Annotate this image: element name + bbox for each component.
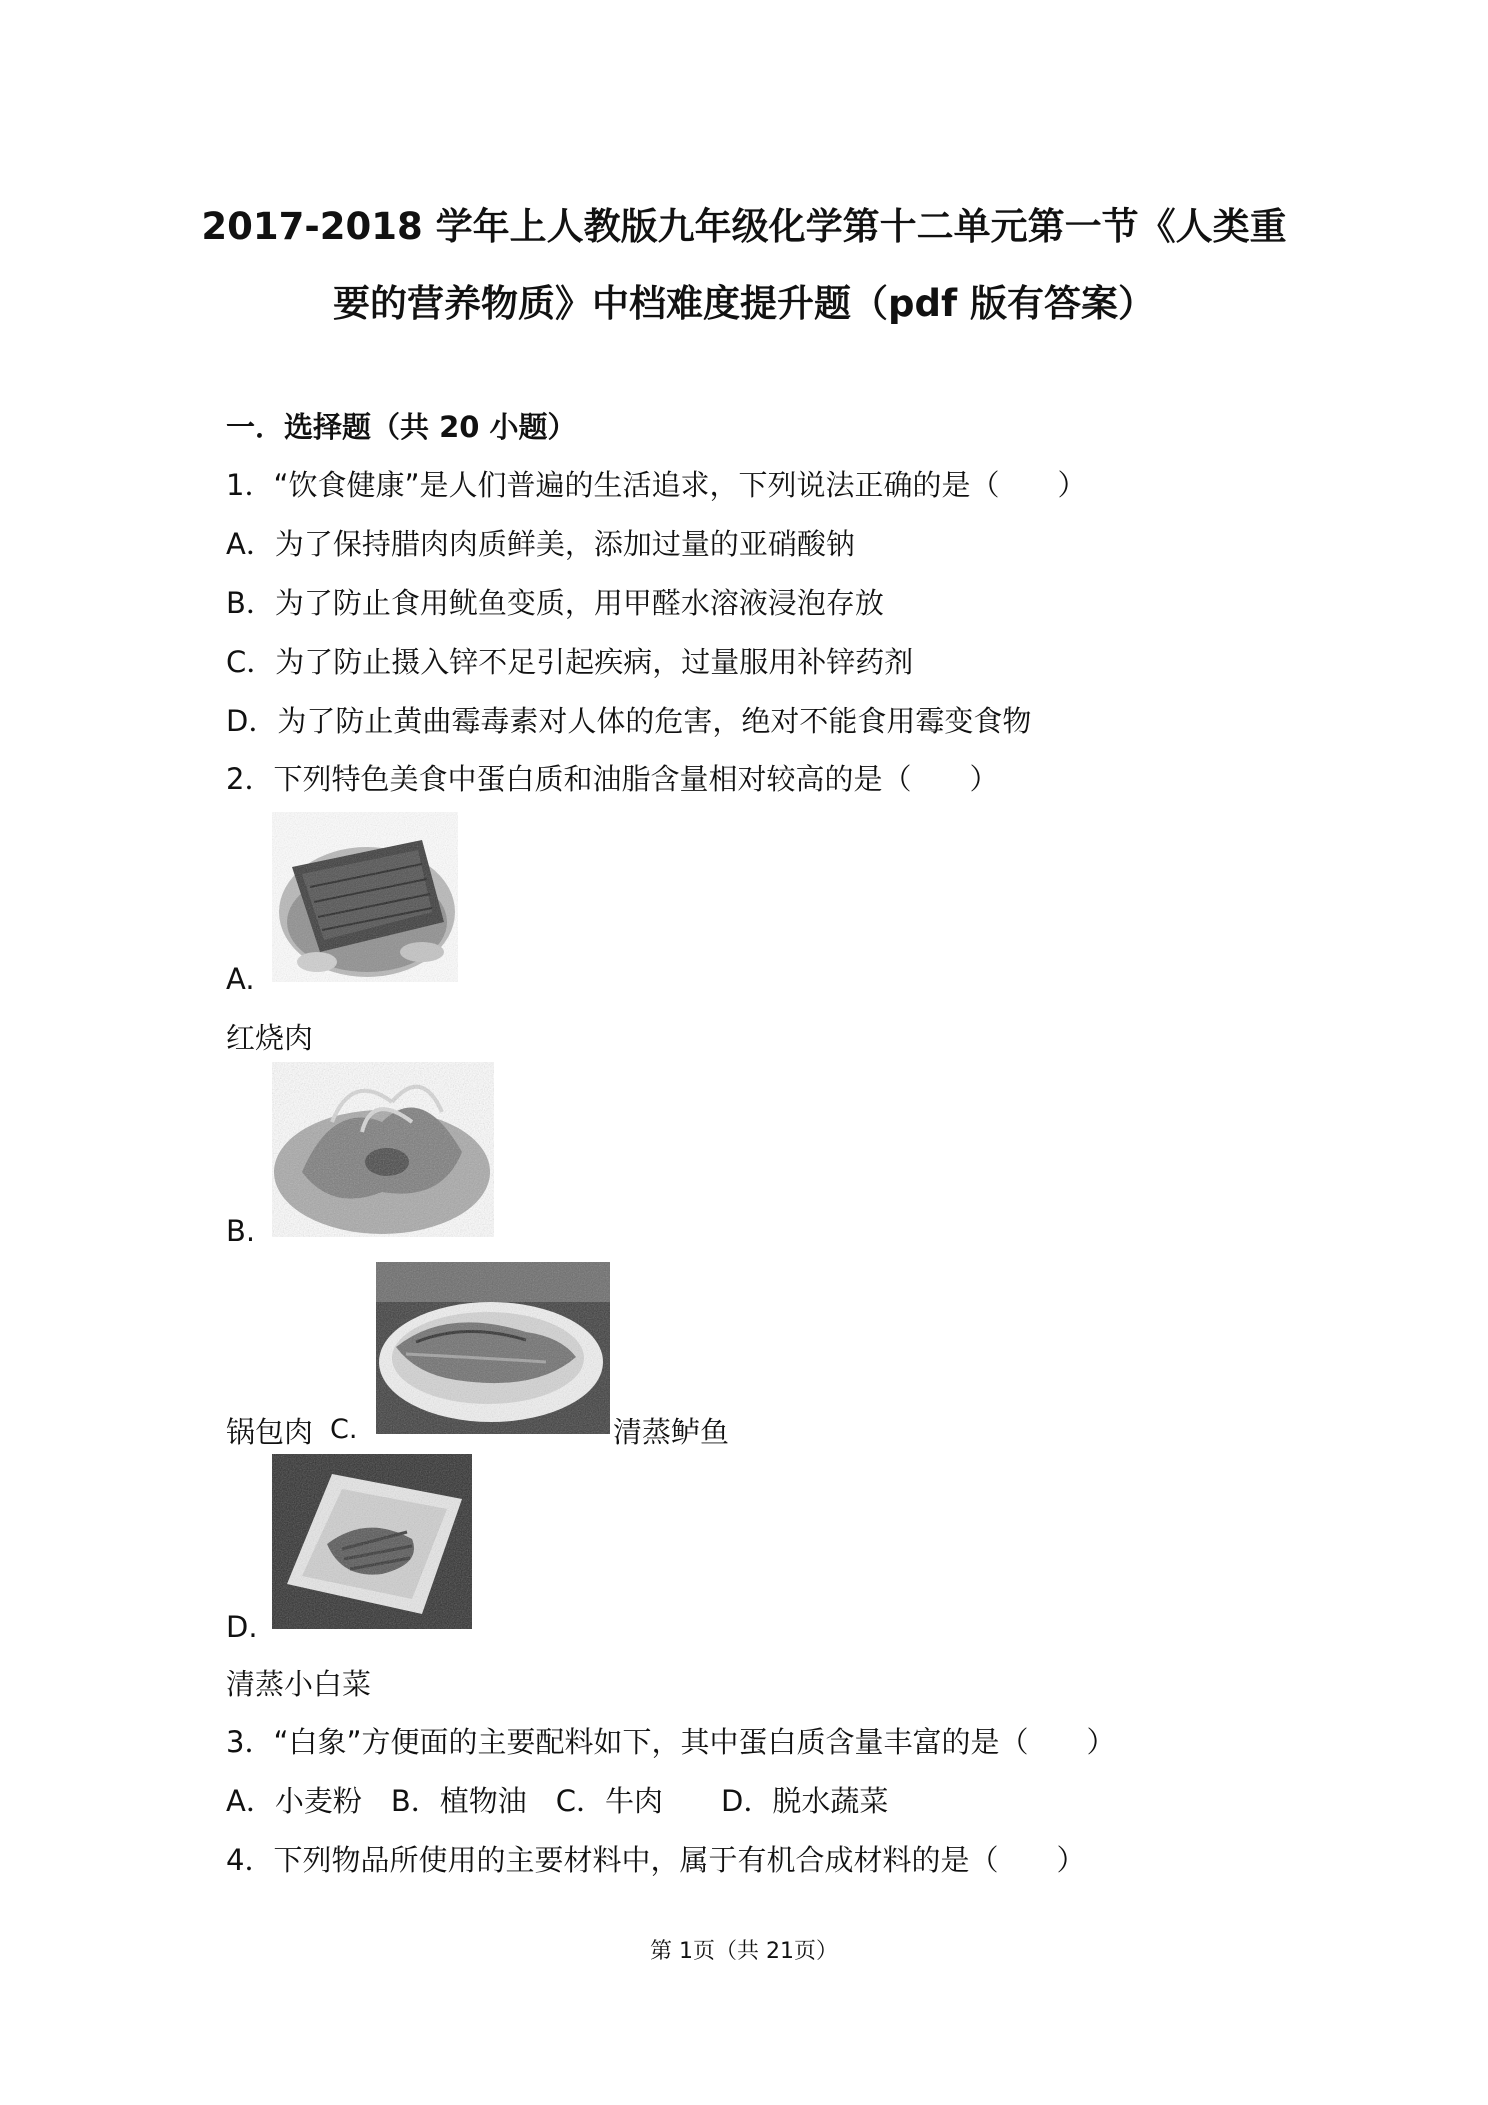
question-2-option-a-name: 红烧肉	[226, 1021, 314, 1055]
question-1-option-d: D．为了防止黄曲霉毒素对人体的危害，绝对不能食用霉变食物	[226, 704, 1032, 738]
question-4-stem: 4．下列物品所使用的主要材料中，属于有机合成材料的是（ ）	[226, 1843, 1086, 1877]
question-2-option-d-letter: D.	[226, 1610, 258, 1644]
question-1-option-b: B．为了防止食用鱿鱼变质，用甲醛水溶液浸泡存放	[226, 586, 884, 620]
title-line-1: 2017-2018 学年上人教版九年级化学第十二单元第一节《人类重	[201, 205, 1287, 248]
braised-pork-photo	[272, 812, 458, 982]
question-2-option-c-letter: C.	[330, 1414, 358, 1445]
question-2-option-c-name: 清蒸鲈鱼	[613, 1415, 730, 1449]
question-3-options: A．小麦粉 B．植物油 C．牛肉 D．脱水蔬菜	[226, 1784, 889, 1818]
question-1-option-c: C．为了防止摄入锌不足引起疾病，过量服用补锌药剂	[226, 645, 914, 679]
crispy-pork-photo	[272, 1062, 494, 1237]
question-2-stem: 2．下列特色美食中蛋白质和油脂含量相对较高的是（ ）	[226, 762, 999, 796]
title-line-2: 要的营养物质》中档难度提升题（pdf 版有答案）	[333, 282, 1155, 325]
question-2-option-b-letter: B.	[226, 1214, 256, 1248]
steamed-perch-photo	[376, 1262, 610, 1434]
question-2-option-b-name: 锅包肉	[226, 1415, 314, 1449]
question-2-option-d-name: 清蒸小白菜	[226, 1667, 372, 1701]
question-1-option-a: A．为了保持腊肉肉质鲜美，添加过量的亚硝酸钠	[226, 527, 855, 561]
question-2-option-a-letter: A.	[226, 962, 255, 996]
question-3-stem: 3．“白象”方便面的主要配料如下，其中蛋白质含量丰富的是（ ）	[226, 1725, 1116, 1759]
question-1-stem: 1．“饮食健康”是人们普遍的生活追求，下列说法正确的是（ ）	[226, 468, 1087, 502]
section-heading: 一．选择题（共 20 小题）	[226, 410, 577, 444]
steamed-bok-choy-photo	[272, 1454, 472, 1629]
page-footer: 第 1页（共 21页）	[650, 1939, 838, 1964]
